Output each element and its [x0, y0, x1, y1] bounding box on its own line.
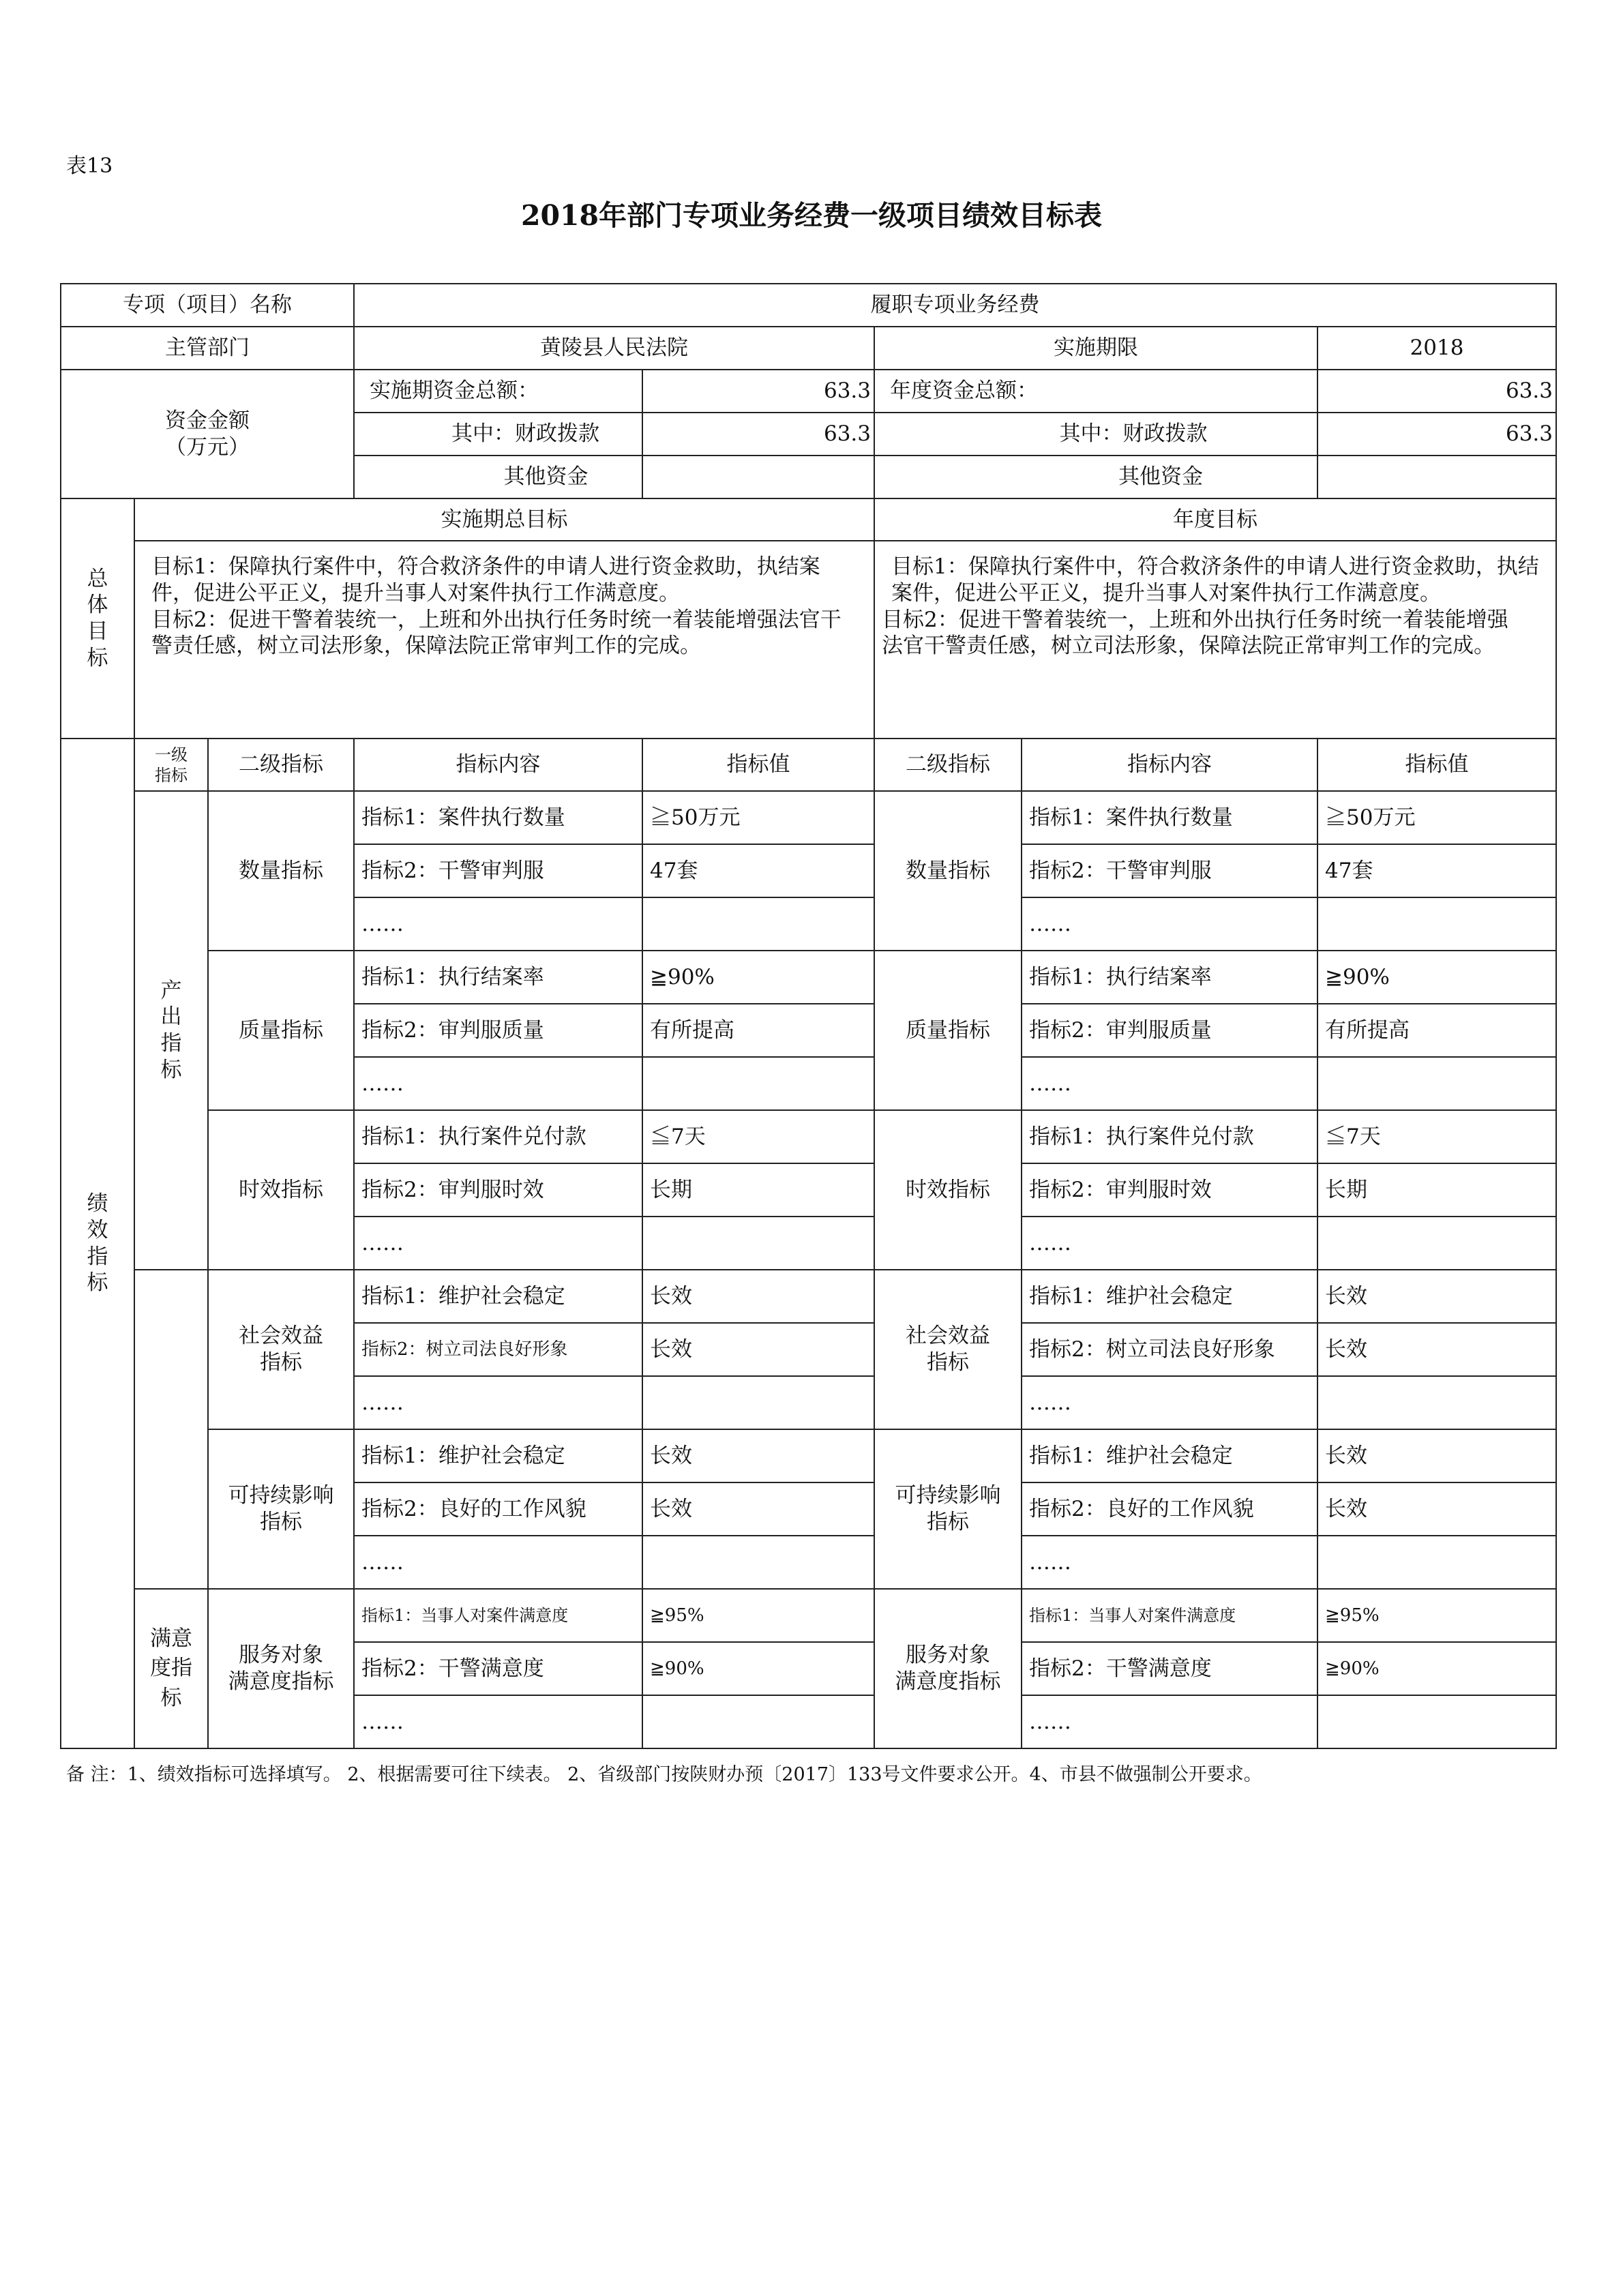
- overall-goal-header-row: [61, 498, 1556, 541]
- indicator-value: [642, 1536, 874, 1589]
- year-indicator-value: 长效: [1317, 1323, 1556, 1376]
- content-header: 指标内容: [354, 739, 642, 791]
- indicator-value: ≧90%: [642, 1642, 874, 1695]
- year-indicator-content: 指标2：干警审判服: [1022, 844, 1317, 897]
- quantity-indicator-label: 数量指标: [208, 791, 354, 951]
- year-sustainability-indicator-label: 可持续影响 指标: [874, 1429, 1022, 1589]
- year-indicator-value: [1317, 1376, 1556, 1429]
- year-indicator-value: ≦7天: [1317, 1110, 1556, 1163]
- indicator-content: ……: [354, 1376, 642, 1429]
- funds-fiscal-value: 63.3: [642, 413, 874, 456]
- year-goal-text: [874, 541, 1556, 739]
- indicator-value: ≧90%: [642, 951, 874, 1004]
- perf-header-row: [61, 739, 1556, 791]
- year-indicator-content: ……: [1022, 1057, 1317, 1110]
- satisfaction-indicator-label: 满意 度指 标: [134, 1589, 208, 1748]
- indicator-value: [642, 1376, 874, 1429]
- year-value-header: 指标值: [1317, 739, 1556, 791]
- funds-total-label: 实施期资金总额：: [354, 370, 642, 413]
- year-funds-other-label: 其他资金: [874, 456, 1317, 498]
- funds-other-label: 其他资金: [354, 456, 642, 498]
- indicator-value: 长期: [642, 1163, 874, 1217]
- sustainability-indicator-label: 可持续影响 指标: [208, 1429, 354, 1589]
- year-timeliness-indicator-label: 时效指标: [874, 1110, 1022, 1270]
- year-goal-1: 目标1：保障执行案件中，符合救济条件的申请人进行资金救助，执结案件，促进公平正义，提升当事人对案件执行工作满意度。: [891, 554, 1539, 606]
- year-indicator-content: 指标1：维护社会稳定: [1022, 1429, 1317, 1482]
- year-indicator-content: 指标2：审判服时效: [1022, 1163, 1317, 1217]
- indicator-content: 指标2：干警审判服: [354, 844, 642, 897]
- year-indicator-value: ≧50万元: [1317, 791, 1556, 844]
- indicator-content: 指标1：执行案件兑付款: [354, 1110, 642, 1163]
- year-indicator-content: 指标1：维护社会稳定: [1022, 1270, 1317, 1323]
- year-indicator-value: 47套: [1317, 844, 1556, 897]
- year-indicator-content: 指标1：当事人对案件满意度: [1022, 1589, 1317, 1642]
- year-goal-2: 目标2：促进干警着装统一，上班和外出执行任务时统一着装能增强 法官干警责任感，树立司法形象，保障法院正常审判工作的完成。: [882, 607, 1530, 659]
- year-indicator-content: 指标1：执行结案率: [1022, 951, 1317, 1004]
- department-label: 主管部门: [61, 327, 354, 370]
- funds-total-row: [61, 370, 1556, 413]
- indicator-content: 指标2：审判服时效: [354, 1163, 642, 1217]
- indicator-content: 指标1：维护社会稳定: [354, 1270, 642, 1323]
- project-name-label: 专项（项目）名称: [61, 284, 354, 327]
- table-row: [61, 791, 1556, 844]
- indicator-content: 指标1：执行结案率: [354, 951, 642, 1004]
- page-title: 2018年部门专项业务经费一级项目绩效目标表: [520, 199, 1103, 232]
- indicator-content: 指标2：树立司法良好形象: [354, 1323, 642, 1376]
- funds-label-line1: 资金金额: [165, 408, 250, 433]
- department-value: 黄陵县人民法院: [354, 327, 874, 370]
- indicator-content: ……: [354, 1057, 642, 1110]
- year-indicator-content: ……: [1022, 897, 1317, 951]
- project-row: [61, 284, 1556, 327]
- year-indicator-value: [1317, 897, 1556, 951]
- indicator-value: 长效: [642, 1482, 874, 1536]
- funds-other-value: [642, 456, 874, 498]
- table-row: [61, 1110, 1556, 1163]
- funds-label-line2: （万元）: [165, 434, 250, 460]
- indicator-value: ≧50万元: [642, 791, 874, 844]
- period-value: 2018: [1317, 327, 1556, 370]
- year-level2-header: 二级指标: [874, 739, 1022, 791]
- year-funds-fiscal-value: 63.3: [1317, 413, 1556, 456]
- quality-indicator-label: 质量指标: [208, 951, 354, 1110]
- timeliness-indicator-label: 时效指标: [208, 1110, 354, 1270]
- table-number: 表13: [66, 154, 113, 178]
- output-indicator-label: 产 出 指 标: [134, 791, 208, 1270]
- year-indicator-value: 长效: [1317, 1270, 1556, 1323]
- year-indicator-value: [1317, 1057, 1556, 1110]
- level2-header: 二级指标: [208, 739, 354, 791]
- effect-indicator-label: [134, 1270, 208, 1589]
- year-indicator-content: 指标1：案件执行数量: [1022, 791, 1317, 844]
- year-indicator-value: [1317, 1217, 1556, 1270]
- indicator-value: 长效: [642, 1429, 874, 1482]
- indicator-content: ……: [354, 1536, 642, 1589]
- table-row: [61, 1270, 1556, 1323]
- indicator-content: 指标1：当事人对案件满意度: [354, 1589, 642, 1642]
- year-service-satisfaction-indicator-label: 服务对象 满意度指标: [874, 1589, 1022, 1748]
- year-indicator-value: 有所提高: [1317, 1004, 1556, 1057]
- year-indicator-content: ……: [1022, 1695, 1317, 1748]
- footnote: 备 注：1、绩效指标可选择填写。 2、根据需要可往下续表。 2、省级部门按陕财办预〔2017〕133号文件要求公开。4、市县不做强制公开要求。: [66, 1764, 1262, 1785]
- indicator-value: 有所提高: [642, 1004, 874, 1057]
- project-name-value: 履职专项业务经费: [354, 284, 1556, 327]
- year-indicator-value: 长效: [1317, 1429, 1556, 1482]
- indicator-value: ≦7天: [642, 1110, 874, 1163]
- indicator-value: [642, 1057, 874, 1110]
- performance-target-table: [60, 283, 1557, 1749]
- overall-goal-row: [61, 541, 1556, 739]
- department-row: [61, 327, 1556, 370]
- social-benefit-indicator-label: 社会效益 指标: [208, 1270, 354, 1429]
- year-funds-total-value: 63.3: [1317, 370, 1556, 413]
- period-label: 实施期限: [874, 327, 1317, 370]
- period-goal-text: [134, 541, 874, 739]
- perf-indicator-label: 绩 效 指 标: [61, 739, 134, 1748]
- year-funds-total-label: 年度资金总额：: [874, 370, 1317, 413]
- indicator-content: 指标2：审判服质量: [354, 1004, 642, 1057]
- period-goal-1: 目标1：保障执行案件中，符合救济条件的申请人进行资金救助，执结案件，促进公平正义，提升当事人对案件执行工作满意度。: [151, 554, 820, 606]
- indicator-content: ……: [354, 897, 642, 951]
- year-indicator-value: ≧90%: [1317, 1642, 1556, 1695]
- year-funds-fiscal-label: 其中：财政拨款: [874, 413, 1317, 456]
- indicator-value: 47套: [642, 844, 874, 897]
- indicator-value: 长效: [642, 1270, 874, 1323]
- year-indicator-content: 指标2：干警满意度: [1022, 1642, 1317, 1695]
- indicator-content: 指标2：良好的工作风貌: [354, 1482, 642, 1536]
- indicator-content: 指标1：案件执行数量: [354, 791, 642, 844]
- year-goal-header: 年度目标: [874, 498, 1556, 541]
- value-header: 指标值: [642, 739, 874, 791]
- year-indicator-content: 指标2：审判服质量: [1022, 1004, 1317, 1057]
- indicator-value: [642, 1217, 874, 1270]
- funds-fiscal-label: 其中：财政拨款: [354, 413, 642, 456]
- indicator-value: 长效: [642, 1323, 874, 1376]
- year-indicator-content: ……: [1022, 1536, 1317, 1589]
- year-content-header: 指标内容: [1022, 739, 1317, 791]
- indicator-value: ≧95%: [642, 1589, 874, 1642]
- overall-goal-label: 总 体 目 标: [61, 498, 134, 739]
- period-goal-header: 实施期总目标: [134, 498, 874, 541]
- table-row: [61, 1589, 1556, 1642]
- indicator-value: [642, 1695, 874, 1748]
- year-indicator-value: 长效: [1317, 1482, 1556, 1536]
- funds-total-value: 63.3: [642, 370, 874, 413]
- year-indicator-value: [1317, 1695, 1556, 1748]
- indicator-content: 指标1：维护社会稳定: [354, 1429, 642, 1482]
- funds-label: [61, 370, 354, 498]
- period-goal-2: 目标2：促进干警着装统一，上班和外出执行任务时统一着装能增强法官干警责任感，树立司法形象，保障法院正常审判工作的完成。: [151, 607, 842, 659]
- year-indicator-value: ≧95%: [1317, 1589, 1556, 1642]
- year-indicator-value: ≧90%: [1317, 951, 1556, 1004]
- table-row: [61, 951, 1556, 1004]
- indicator-value: [642, 897, 874, 951]
- year-indicator-value: [1317, 1536, 1556, 1589]
- table-row: [61, 1429, 1556, 1482]
- year-indicator-content: 指标1：执行案件兑付款: [1022, 1110, 1317, 1163]
- year-indicator-value: 长期: [1317, 1163, 1556, 1217]
- year-indicator-content: ……: [1022, 1217, 1317, 1270]
- year-indicator-content: 指标2：良好的工作风貌: [1022, 1482, 1317, 1536]
- year-quantity-indicator-label: 数量指标: [874, 791, 1022, 951]
- year-social-benefit-indicator-label: 社会效益 指标: [874, 1270, 1022, 1429]
- indicator-content: 指标2：干警满意度: [354, 1642, 642, 1695]
- year-funds-other-value: [1317, 456, 1556, 498]
- year-indicator-content: ……: [1022, 1376, 1317, 1429]
- year-quality-indicator-label: 质量指标: [874, 951, 1022, 1110]
- indicator-content: ……: [354, 1217, 642, 1270]
- year-indicator-content: 指标2：树立司法良好形象: [1022, 1323, 1317, 1376]
- service-satisfaction-indicator-label: 服务对象 满意度指标: [208, 1589, 354, 1748]
- level1-header: 一级指标: [134, 739, 208, 791]
- indicator-content: ……: [354, 1695, 642, 1748]
